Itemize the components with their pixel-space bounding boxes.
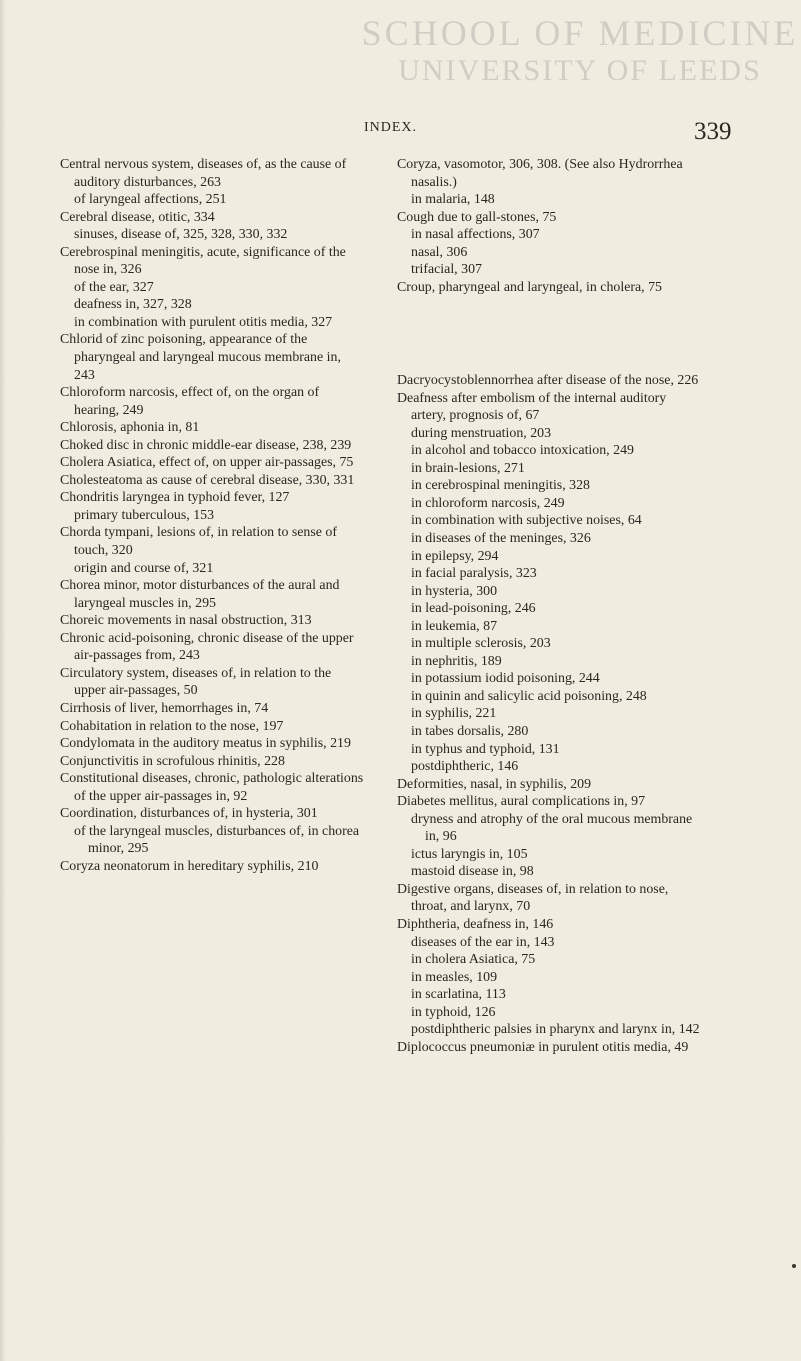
index-subentry: sinuses, disease of, 325, 328, 330, 332 — [74, 227, 288, 243]
page-header — [0, 120, 801, 150]
index-subentry: in combination with subjective noises, 64 — [411, 513, 642, 529]
index-entry: Constitutional diseases, chronic, pathologic alterations of the upper air-passages in, 92 — [60, 771, 364, 804]
index-gap — [397, 341, 702, 358]
index-entry: Diphtheria, deafness in, 146 — [397, 917, 554, 932]
index-entry: Cerebral disease, otitic, 334 — [60, 209, 215, 225]
index-subentry: in typhus and typhoid, 131 — [411, 741, 560, 757]
index-subentry: in alcohol and tobacco intoxication, 249 — [411, 443, 634, 459]
index-column-left — [60, 156, 365, 875]
running-title: INDEX. — [364, 120, 418, 135]
page-edge — [0, 0, 6, 1361]
index-entry: Croup, pharyngeal and laryngeal, in cholera, 75 — [397, 279, 662, 295]
index-subentry: postdiphtheric palsies in pharynx and larynx in, 142 — [411, 1022, 700, 1038]
index-entry: Choreic movements in nasal obstruction, 313 — [60, 613, 312, 629]
index-subentry: of laryngeal affections, 251 — [74, 192, 227, 208]
index-entry: Chronic acid-poisoning, chronic disease of the upper air-passages from, 243 — [60, 630, 354, 664]
index-subentry: in nephritis, 189 — [411, 653, 502, 669]
index-subentry: in chloroform narcosis, 249 — [411, 495, 565, 511]
index-subentry: in cerebrospinal meningitis, 328 — [411, 478, 590, 494]
index-subentry: in cholera Asiatica, 75 — [411, 952, 536, 968]
index-entry: Diabetes mellitus, aural complications in, 97 — [397, 794, 646, 810]
index-subentry: in facial paralysis, 323 — [411, 566, 537, 582]
index-entry: Circulatory system, diseases of, in relation to the upper air-passages, 50 — [60, 665, 332, 699]
index-subentry: in scarlatina, 113 — [411, 987, 506, 1003]
index-subentry: in potassium iodid poisoning, 244 — [411, 671, 600, 687]
index-entry: Cohabitation in relation to the nose, 197 — [60, 718, 284, 734]
index-subentry: in epilepsy, 294 — [411, 548, 499, 564]
index-entry: Dacryocystoblennorrhea after disease of the nose, 226 — [397, 373, 699, 389]
index-subentry: dryness and atrophy of the oral mucous membrane in, 96 — [411, 811, 693, 845]
index-entry: Deafness after embolism of the internal auditory artery, prognosis of, 67 — [397, 390, 667, 424]
index-subentry: in quinin and salicylic acid poisoning, 248 — [411, 688, 647, 704]
index-entry: Cough due to gall-stones, 75 — [397, 209, 557, 225]
index-entry: Diplococcus pneumoniæ in purulent otitis media, 49 — [397, 1039, 689, 1055]
index-entry: Chorea minor, motor disturbances of the aural and laryngeal muscles in, 295 — [60, 578, 340, 611]
index-subentry: in combination with purulent otitis media, 327 — [74, 314, 333, 330]
index-subentry: in multiple sclerosis, 203 — [411, 636, 551, 652]
index-entry: Chloroform narcosis, effect of, on the organ of hearing, 249 — [60, 385, 320, 418]
index-column-right — [397, 156, 702, 1056]
index-entry: Coryza, vasomotor, 306, 308. (See also Hydrorrhea nasalis.) — [397, 157, 683, 190]
index-entry: Central nervous system, diseases of, as the cause of auditory disturbances, 263 — [60, 157, 347, 190]
index-entry: Condylomata in the auditory meatus in syphilis, 219 — [60, 736, 351, 752]
index-subentry: in syphilis, 221 — [411, 706, 497, 722]
index-subentry: trifacial, 307 — [411, 262, 482, 278]
index-subentry: in nasal affections, 307 — [411, 227, 540, 243]
index-subentry: of the laryngeal muscles, disturbances of, in chorea minor, 295 — [74, 823, 360, 857]
index-entry: Cerebrospinal meningitis, acute, significance of the nose in, 326 — [60, 244, 346, 278]
library-stamp — [360, 14, 800, 90]
index-subentry: origin and course of, 321 — [74, 560, 214, 576]
index-entry: Chlorosis, aphonia in, 81 — [60, 420, 200, 436]
index-entry: Coryza neonatorum in hereditary syphilis, 210 — [60, 858, 319, 874]
index-subentry: in hysteria, 300 — [411, 583, 498, 599]
index-subentry: deafness in, 327, 328 — [74, 297, 192, 313]
stamp-line-2: UNIVERSITY OF LEEDS — [398, 54, 762, 87]
index-subentry: in typhoid, 126 — [411, 1004, 496, 1020]
index-entry: Deformities, nasal, in syphilis, 209 — [397, 776, 592, 792]
margin-mark — [792, 1264, 796, 1268]
index-entry: Cholesteatoma as cause of cerebral disease, 330, 331 — [60, 472, 355, 488]
index-entry: Digestive organs, diseases of, in relation to nose, throat, and larynx, 70 — [397, 881, 669, 915]
stamp-line-1: SCHOOL OF MEDICINE — [361, 13, 799, 53]
index-entry: Chlorid of zinc poisoning, appearance of the pharyngeal and laryngeal mucous membrane in, 243 — [60, 332, 341, 383]
index-subentry: in leukemia, 87 — [411, 618, 498, 634]
index-subentry: in measles, 109 — [411, 969, 498, 985]
index-entry: Chorda tympani, lesions of, in relation to sense of touch, 320 — [60, 525, 337, 559]
index-gap — [397, 310, 702, 327]
page-number: 339 — [694, 118, 732, 145]
index-entry: Cholera Asiatica, effect of, on upper air-passages, 75 — [60, 455, 354, 471]
index-entry: Conjunctivitis in scrofulous rhinitis, 228 — [60, 753, 285, 769]
index-subentry: in malaria, 148 — [411, 192, 495, 208]
index-entry: Coordination, disturbances of, in hysteria, 301 — [60, 806, 318, 822]
index-subentry: in lead-poisoning, 246 — [411, 601, 536, 617]
index-subentry: primary tuberculous, 153 — [74, 507, 215, 523]
index-subentry: diseases of the ear in, 143 — [411, 934, 555, 950]
index-subentry: in brain-lesions, 271 — [411, 460, 525, 476]
index-subentry: ictus laryngis in, 105 — [411, 846, 528, 862]
index-subentry: in diseases of the meninges, 326 — [411, 530, 591, 546]
index-entry: Cirrhosis of liver, hemorrhages in, 74 — [60, 700, 269, 716]
index-subentry: during menstruation, 203 — [411, 425, 552, 441]
index-subentry: mastoid disease in, 98 — [411, 864, 534, 880]
index-subentry: postdiphtheric, 146 — [411, 759, 519, 775]
index-entry: Chondritis laryngea in typhoid fever, 127 — [60, 490, 290, 506]
index-subentry: of the ear, 327 — [74, 279, 154, 295]
index-entry: Choked disc in chronic middle-ear disease, 238, 239 — [60, 437, 352, 453]
index-subentry: nasal, 306 — [411, 244, 468, 260]
index-subentry: in tabes dorsalis, 280 — [411, 723, 529, 739]
